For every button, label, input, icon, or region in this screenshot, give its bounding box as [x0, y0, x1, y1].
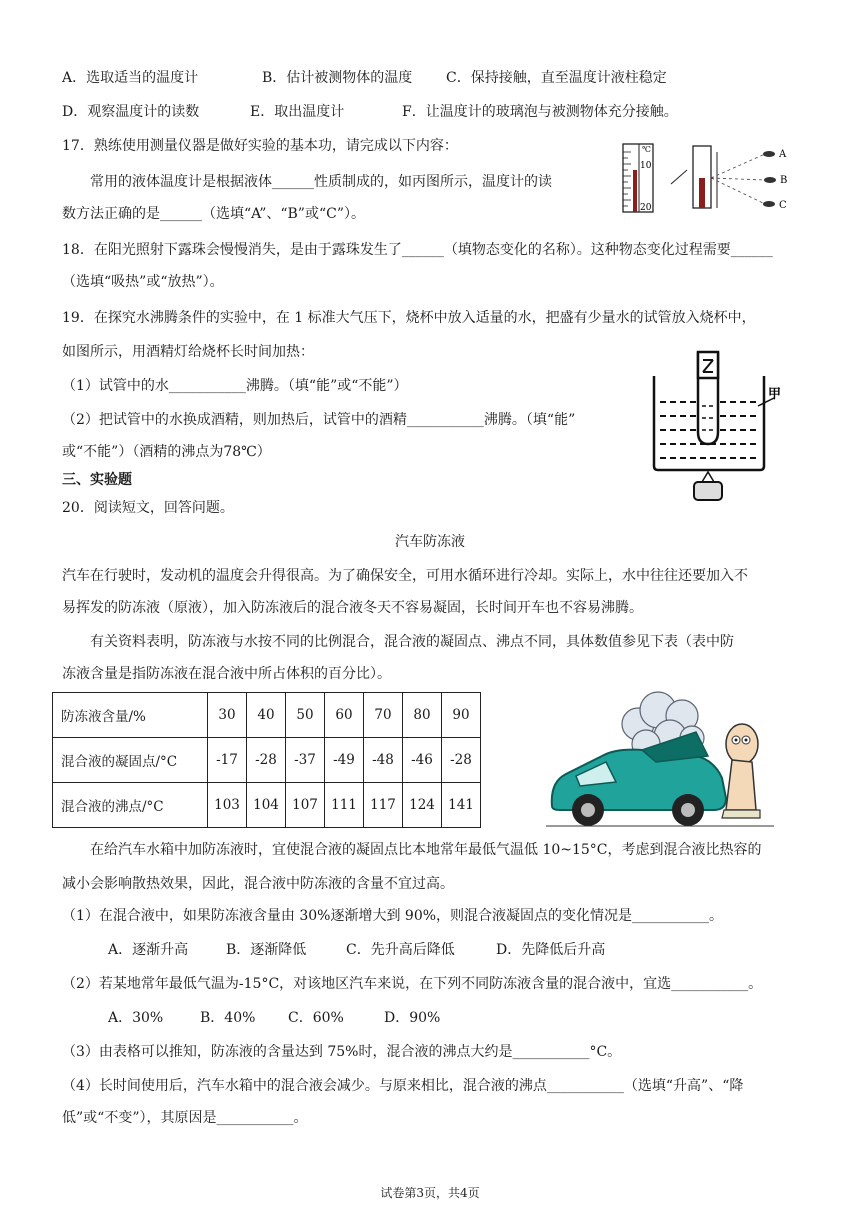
table-row	[53, 783, 481, 828]
table-cell: -37	[286, 738, 325, 783]
q19-text-line2: 如图所示，用酒精灯给烧杯长时间加热：	[62, 344, 314, 360]
table-row	[53, 693, 481, 738]
q19-sub2-line2: 或“不能”）（酒精的沸点为78℃）	[62, 444, 271, 460]
q20-sub2-option-b: B．40%	[200, 1010, 256, 1026]
q19-sub2-line1: （2）把试管中的水换成酒精，则加热后，试管中的酒精___________沸腾。（填“能”	[62, 412, 576, 428]
table-cell: 80	[403, 693, 442, 738]
thermometer-figure	[615, 140, 805, 220]
table-cell: 103	[208, 783, 247, 828]
article-p2-line2: 冻液含量是指防冻液在混合液中所占体积的百分比）。	[62, 666, 391, 682]
boiling-apparatus-figure	[648, 346, 798, 506]
q20-sub1-option-b: B．逐渐降低	[226, 942, 307, 958]
table-cell: 104	[247, 783, 286, 828]
q20-sub3: （3）由表格可以推知，防冻液的含量达到 75%时，混合液的沸点大约是___________°C。	[62, 1044, 622, 1060]
q18-text-line2: （选填“吸热”或“放热”）。	[62, 274, 224, 290]
table-cell: 111	[325, 783, 364, 828]
q20-sub1-option-d: D．先降低后升高	[496, 942, 606, 958]
q20-sub1-option-c: C．先升高后降低	[346, 942, 455, 958]
fig-label-b: B	[780, 175, 788, 186]
q20-sub1-option-a: A．逐渐升高	[108, 942, 189, 958]
q17-prompt: 17．熟练使用测量仪器是做好实验的基本功，请完成以下内容：	[62, 138, 458, 154]
q17-text-line3: 数方法正确的是______（选填“A”、“B”或“C”）。	[62, 206, 365, 222]
q20-sub4-line2: 低”或“不变”），其原因是___________。	[62, 1110, 308, 1126]
table-cell: -28	[442, 738, 481, 783]
overheating-car-illustration	[546, 686, 776, 831]
q16-option-c: C．保持接触，直至温度计液柱稳定	[446, 70, 667, 86]
table-cell: -17	[208, 738, 247, 783]
fig-tick-10: 10	[640, 161, 652, 171]
worried-man-figure	[722, 724, 760, 818]
table-cell: 40	[247, 693, 286, 738]
article-p3-line2: 减小会影响散热效果，因此，混合液中防冻液的含量不宜过高。	[62, 876, 454, 892]
q20-sub2: （2）若某地常年最低气温为-15°C，对该地区汽车来说，在下列不同防冻液含量的混合液中，宜选___________。	[62, 976, 763, 992]
table-header-cell: 混合液的沸点/°C	[53, 783, 208, 828]
table-cell: 117	[364, 783, 403, 828]
page-footer: 试卷第3页，共4页	[380, 1186, 480, 1200]
table-cell: 70	[364, 693, 403, 738]
section-heading-experiment: 三、实验题	[62, 472, 132, 488]
fig-label-jia: 甲	[768, 387, 782, 402]
table-cell: 30	[208, 693, 247, 738]
q16-option-b: B．估计被测物体的温度	[262, 70, 413, 86]
q20-sub2-option-c: C．60%	[288, 1010, 344, 1026]
q19-sub1: （1）试管中的水___________沸腾。（填“能”或“不能”）	[62, 378, 408, 394]
article-p2-line1: 有关资料表明，防冻液与水按不同的比例混合，混合液的凝固点、沸点不同，具体数值参见下表（表中防	[90, 634, 734, 650]
fig-label-c: C	[779, 200, 787, 211]
table-cell: 141	[442, 783, 481, 828]
table-cell: 90	[442, 693, 481, 738]
table-cell: -46	[403, 738, 442, 783]
fig-label-a: A	[779, 149, 787, 160]
table-header-cell: 混合液的凝固点/°C	[53, 738, 208, 783]
article-p1-line2: 易挥发的防冻液（原液），加入防冻液后的混合液冬天不容易凝固，长时间开车也不容易沸腾。	[62, 600, 643, 616]
table-row	[53, 738, 481, 783]
q20-sub1: （1）在混合液中，如果防冻液含量由 30%逐渐增大到 90%，则混合液凝固点的变化情况是___________。	[62, 908, 724, 924]
q16-option-e: E．取出温度计	[250, 104, 345, 120]
q16-option-d: D．观察温度计的读数	[62, 104, 200, 120]
antifreeze-data-table	[52, 692, 481, 828]
table-header-cell: 防冻液含量/%	[53, 693, 208, 738]
table-cell: -49	[325, 738, 364, 783]
q20-intro: 20．阅读短文，回答问题。	[62, 500, 234, 516]
q20-sub2-option-d: D．90%	[384, 1010, 441, 1026]
q17-text-line2: 常用的液体温度计是根据液体______性质制成的，如丙图所示，温度计的读	[90, 174, 552, 190]
q16-option-a: A．选取适当的温度计	[62, 70, 199, 86]
table-cell: -28	[247, 738, 286, 783]
q20-sub4-line1: （4）长时间使用后，汽车水箱中的混合液会减少。与原来相比，混合液的沸点___________（选填“升高”、“降	[62, 1078, 744, 1094]
table-cell: -48	[364, 738, 403, 783]
fig-unit-label: ℃	[642, 145, 651, 154]
article-p1-line1: 汽车在行驶时，发动机的温度会升得很高。为了确保安全，可用水循环进行冷却。实际上，水中往往还要加入不	[62, 568, 748, 584]
article-p3-line1: 在给汽车水箱中加防冻液时，宜使混合液的凝固点比本地常年最低气温低 10~15°C，考虑到混合液比热容的	[90, 842, 762, 858]
q20-sub2-option-a: A．30%	[108, 1010, 164, 1026]
article-title: 汽车防冻液	[395, 534, 465, 550]
table-cell: 124	[403, 783, 442, 828]
table-cell: 60	[325, 693, 364, 738]
fig-tick-20: 20	[640, 203, 652, 213]
table-cell: 50	[286, 693, 325, 738]
table-cell: 107	[286, 783, 325, 828]
q16-option-f: F．让温度计的玻璃泡与被测物体充分接触。	[402, 104, 678, 120]
q19-text-line1: 19．在探究水沸腾条件的实验中，在 1 标准大气压下，烧杯中放入适量的水，把盛有少量水的试管放入烧杯中，	[62, 310, 756, 326]
q18-text-line1: 18．在阳光照射下露珠会慢慢消失，是由于露珠发生了______（填物态变化的名称）。这种物态变化过程需要______	[62, 242, 773, 258]
